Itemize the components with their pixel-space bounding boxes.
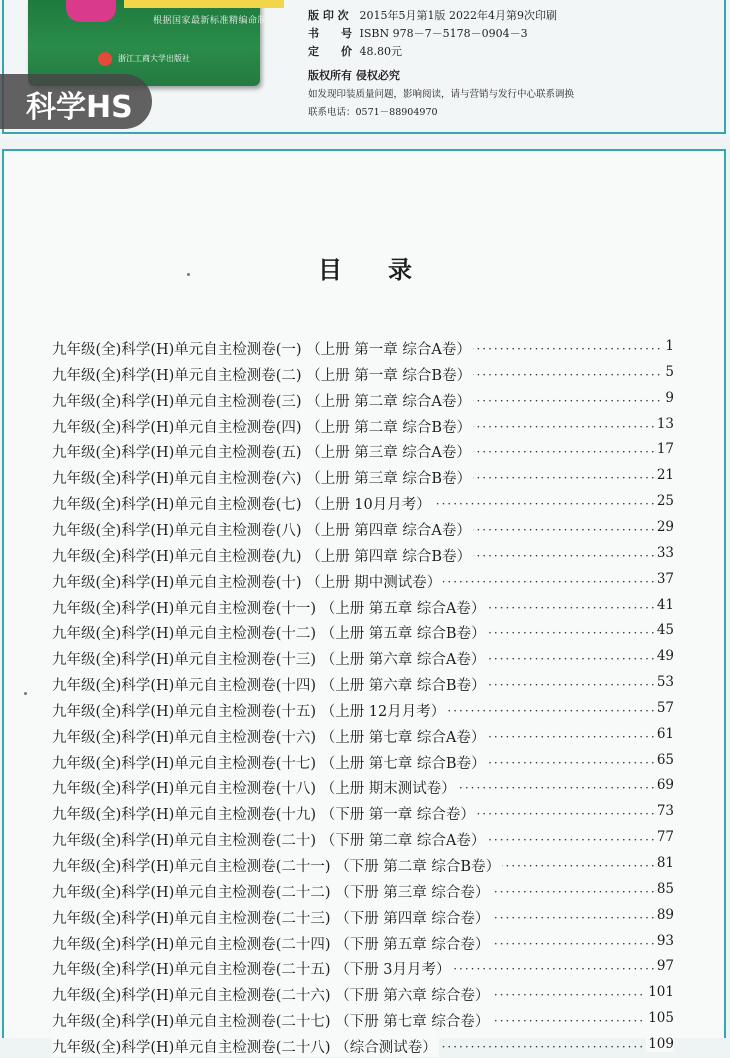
toc-entry-title: 九年级(全)科学(H)单元自主检测卷(十一) （上册 第五章 综合A卷） xyxy=(52,597,487,618)
cover-subtitle: 根据国家最新标准精编命制 xyxy=(153,16,268,26)
toc-entry-title: 九年级(全)科学(H)单元自主检测卷(十六) （上册 第七章 综合A卷） xyxy=(52,726,487,747)
toc-entry xyxy=(52,777,674,799)
toc-entry-page: 77 xyxy=(656,829,674,846)
toc-entry-title: 九年级(全)科学(H)单元自主检测卷(二十一) （下册 第二章 综合B卷） xyxy=(52,855,502,876)
price-value: 48.80元 xyxy=(359,45,402,58)
toc-entry-title: 九年级(全)科学(H)单元自主检测卷(十三) （上册 第六章 综合A卷） xyxy=(52,648,487,669)
toc-entry-title: 九年级(全)科学(H)单元自主检测卷(二) （上册 第一章 综合B卷） xyxy=(52,364,473,385)
toc-entry-page: 37 xyxy=(656,570,674,587)
toc-entry-title: 九年级(全)科学(H)单元自主检测卷(十) （上册 期中测试卷） xyxy=(52,571,443,592)
toc-entry xyxy=(52,958,674,980)
toc-entry-title: 九年级(全)科学(H)单元自主检测卷(二十) （下册 第二章 综合A卷） xyxy=(52,829,487,850)
toc-entry-page: 21 xyxy=(656,467,674,484)
toc-title: 目录 xyxy=(318,255,458,284)
subject-badge xyxy=(0,74,152,129)
toc-entry-page: 97 xyxy=(656,958,674,975)
edition-label: 版 印 次 xyxy=(308,9,349,22)
toc-entry-page: 89 xyxy=(656,906,674,923)
toc-entry xyxy=(52,881,674,903)
toc-entry-title: 九年级(全)科学(H)单元自主检测卷(二十四) （下册 第五章 综合卷） xyxy=(52,933,491,954)
toc-entry xyxy=(52,933,674,955)
toc-entry-page: 53 xyxy=(656,674,674,691)
toc-entry-page: 81 xyxy=(656,855,674,871)
notice-line: 如发现印装质量问题，影响阅读，请与营销与发行中心联系调换 xyxy=(308,89,575,100)
isbn-value: ISBN 978－7－5178－0904－3 xyxy=(359,27,528,40)
toc-entry xyxy=(52,726,674,748)
toc-entry xyxy=(52,493,674,515)
toc-entry-page: 25 xyxy=(656,493,674,510)
toc-entry xyxy=(52,467,674,489)
contact-line: 联系电话：0571－88904970 xyxy=(308,107,438,118)
cover-yellow-band xyxy=(124,0,284,8)
edition-line xyxy=(308,7,557,23)
isbn-line xyxy=(308,25,528,41)
toc-entry xyxy=(52,752,674,774)
toc-entry xyxy=(52,803,674,825)
toc-entry-page: 101 xyxy=(648,984,674,1001)
toc-entry-page: 57 xyxy=(656,699,674,716)
toc-entry-page: 105 xyxy=(648,1010,674,1027)
toc-entry-title: 九年级(全)科学(H)单元自主检测卷(四) （上册 第二章 综合B卷） xyxy=(52,416,473,437)
toc-entry-title: 九年级(全)科学(H)单元自主检测卷(二十六) （下册 第六章 综合卷） xyxy=(52,984,491,1005)
toc-entry xyxy=(52,1010,674,1032)
toc-entry-page: 69 xyxy=(656,777,674,794)
toc-entry xyxy=(52,519,674,541)
toc-entry xyxy=(52,416,674,438)
price-label: 定 价 xyxy=(308,45,352,58)
toc-entry xyxy=(52,907,674,929)
toc-entry-title: 九年级(全)科学(H)单元自主检测卷(五) （上册 第三章 综合A卷） xyxy=(52,441,473,462)
publisher-logo-icon xyxy=(98,52,112,66)
toc-entry-title: 九年级(全)科学(H)单元自主检测卷(八) （上册 第四章 综合A卷） xyxy=(52,519,473,540)
toc-entry xyxy=(52,648,674,670)
toc-entry xyxy=(52,441,674,463)
toc-entry-page: 9 xyxy=(665,389,674,406)
toc-entry xyxy=(52,597,674,619)
toc-entry-title: 九年级(全)科学(H)单元自主检测卷(十七) （上册 第七章 综合B卷） xyxy=(52,752,488,773)
toc-entry-page: 45 xyxy=(656,622,674,639)
toc-entry-title: 九年级(全)科学(H)单元自主检测卷(十四) （上册 第六章 综合B卷） xyxy=(52,674,488,695)
toc-entry-title: 九年级(全)科学(H)单元自主检测卷(十八) （上册 期末测试卷） xyxy=(52,777,458,798)
toc-entry-title: 九年级(全)科学(H)单元自主检测卷(二十三) （下册 第四章 综合卷） xyxy=(52,907,491,928)
toc-entry-page: 1 xyxy=(665,338,674,354)
toc-entry-page: 33 xyxy=(656,544,674,561)
toc-entry-page: 5 xyxy=(665,363,674,380)
toc-entry xyxy=(52,700,674,722)
toc-entry-page: 41 xyxy=(656,596,674,613)
toc-entry-title: 九年级(全)科学(H)单元自主检测卷(三) （上册 第二章 综合A卷） xyxy=(52,390,473,411)
toc-entry xyxy=(52,545,674,567)
toc-entry-page: 109 xyxy=(648,1035,674,1052)
toc-entry xyxy=(52,622,674,644)
toc-entry-title: 九年级(全)科学(H)单元自主检测卷(十二) （上册 第五章 综合B卷） xyxy=(52,622,488,643)
scan-speck xyxy=(24,692,27,695)
toc-entry-page: 93 xyxy=(656,932,674,949)
toc-entry xyxy=(52,674,674,696)
toc-entry xyxy=(52,364,674,386)
toc-entry xyxy=(52,571,674,593)
toc-entry-title: 九年级(全)科学(H)单元自主检测卷(十九) （下册 第一章 综合卷） xyxy=(52,803,477,824)
toc-entry-page: 13 xyxy=(656,415,674,432)
cover-publisher: 浙江工商大学出版社 xyxy=(118,54,190,63)
toc-entry xyxy=(52,855,674,877)
toc-entry xyxy=(52,829,674,851)
toc-entry-title: 九年级(全)科学(H)单元自主检测卷(二十五) （下册 3月月考） xyxy=(52,958,453,979)
toc-entry xyxy=(52,390,674,412)
toc-entry-page: 17 xyxy=(656,441,674,458)
toc-entry-title: 九年级(全)科学(H)单元自主检测卷(七) （上册 10月月考） xyxy=(52,493,433,514)
rights-line: 版权所有 侵权必究 xyxy=(308,69,400,82)
toc-entry xyxy=(52,338,674,360)
toc-entry-title: 九年级(全)科学(H)单元自主检测卷(二十二) （下册 第三章 综合卷） xyxy=(52,881,491,902)
isbn-label: 书 号 xyxy=(308,27,352,40)
toc-entry-title: 九年级(全)科学(H)单元自主检测卷(九) （上册 第四章 综合B卷） xyxy=(52,545,473,566)
toc-entry-title: 九年级(全)科学(H)单元自主检测卷(十五) （上册 12月月考） xyxy=(52,700,447,721)
toc-entry-title: 九年级(全)科学(H)单元自主检测卷(一) （上册 第一章 综合A卷） xyxy=(52,338,473,359)
toc-entry-page: 61 xyxy=(656,725,674,742)
toc-entry xyxy=(52,1036,674,1058)
price-line xyxy=(308,43,402,59)
toc-entry-page: 49 xyxy=(656,648,674,665)
toc-entry-page: 73 xyxy=(656,803,674,820)
copyright-strip xyxy=(0,0,730,138)
edition-value: 2015年5月第1版 2022年4月第9次印刷 xyxy=(359,9,557,22)
toc-entry-page: 65 xyxy=(656,751,674,768)
toc-entry-title: 九年级(全)科学(H)单元自主检测卷(二十七) （下册 第七章 综合卷） xyxy=(52,1010,491,1031)
toc-entry-title: 九年级(全)科学(H)单元自主检测卷(六) （上册 第三章 综合B卷） xyxy=(52,467,473,488)
subject-badge-text: 科学HS xyxy=(26,90,133,125)
toc-entry-page: 85 xyxy=(656,880,674,897)
cover-pink-shape xyxy=(66,0,116,22)
toc-entry xyxy=(52,984,674,1006)
toc-entry-page: 29 xyxy=(656,518,674,535)
toc-entry-title: 九年级(全)科学(H)单元自主检测卷(二十八) （综合测试卷） xyxy=(52,1036,439,1057)
